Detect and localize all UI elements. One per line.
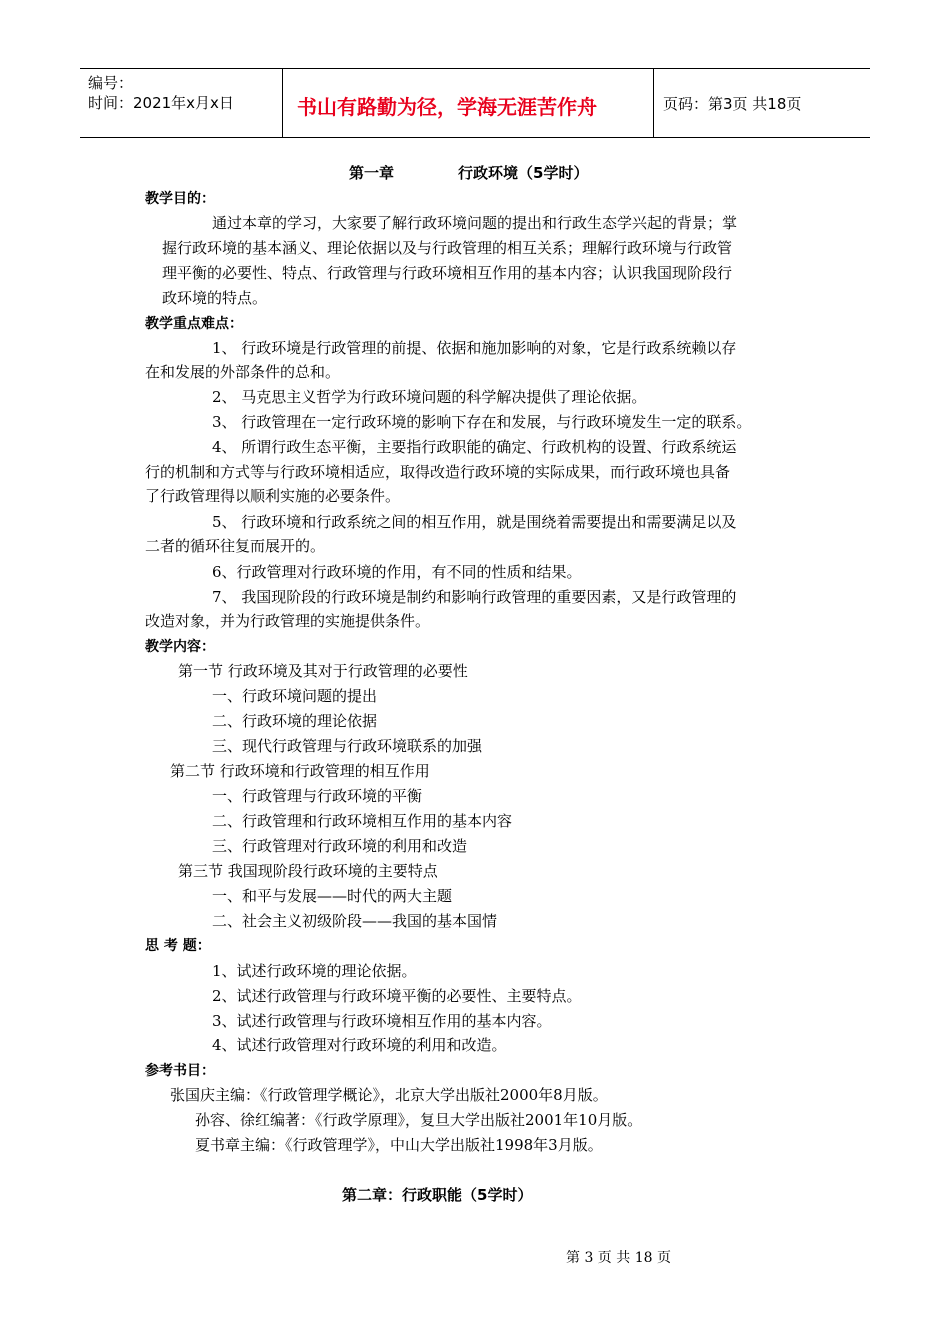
key-point-line: 在和发展的外部条件的总和。 — [145, 363, 341, 381]
question-line: 2、试述行政管理与行政环境平衡的必要性、主要特点。 — [212, 987, 582, 1005]
key-point-line: 5、 行政环境和行政系统之间的相互作用，就是围绕着需要提出和需要满足以及 — [212, 513, 737, 531]
objectives-line: 政环境的特点。 — [162, 289, 268, 307]
header-time-label: 时间：2021年x月x日 — [88, 94, 234, 112]
content-line: 第二节 行政环境和行政管理的相互作用 — [170, 762, 430, 780]
key-point-line: 6、行政管理对行政环境的作用，有不同的性质和结果。 — [212, 563, 582, 581]
content-line: 二、行政环境的理论依据 — [212, 712, 378, 730]
content-line: 二、社会主义初级阶段——我国的基本国情 — [212, 912, 498, 930]
key-point-line: 二者的循环往复而展开的。 — [145, 537, 326, 555]
key-point-line: 改造对象，并为行政管理的实施提供条件。 — [145, 612, 431, 630]
key-point-line: 3、 行政管理在一定行政环境的影响下存在和发展，与行政环境发生一定的联系。 — [212, 413, 752, 431]
header-divider — [282, 69, 283, 137]
content-line: 一、和平与发展——时代的两大主题 — [212, 887, 453, 905]
reference-line: 孙容、徐红编著：《行政学原理》，复旦大学出版社2001年10月版。 — [195, 1111, 643, 1129]
section-heading-references: 参考书目： — [145, 1063, 215, 1079]
key-point-line: 了行政管理得以顺利实施的必要条件。 — [145, 487, 401, 505]
reference-line: 张国庆主编：《行政管理学概论》，北京大学出版社2000年8月版。 — [170, 1086, 608, 1104]
question-line: 4、试述行政管理对行政环境的利用和改造。 — [212, 1036, 507, 1054]
key-point-line: 行的机制和方式等与行政环境相适应，取得改造行政环境的实际成果，而行政环境也具备 — [145, 463, 731, 481]
content-line: 第一节 行政环境及其对于行政管理的必要性 — [178, 662, 468, 680]
key-point-line: 1、 行政环境是行政管理的前提、依据和施加影响的对象，它是行政系统赖以存 — [212, 339, 737, 357]
page-footer: 第 3 页 共 18 页 — [566, 1250, 671, 1266]
section-heading-questions: 思 考 题： — [145, 938, 211, 954]
key-point-line: 2、 马克思主义哲学为行政环境问题的科学解决提供了理论依据。 — [212, 388, 647, 406]
objectives-line: 通过本章的学习，大家要了解行政环境问题的提出和行政生态学兴起的背景；掌 — [212, 214, 738, 232]
question-line: 3、试述行政管理与行政环境相互作用的基本内容。 — [212, 1012, 552, 1030]
content-line: 一、行政管理与行政环境的平衡 — [212, 787, 423, 805]
content-line: 三、行政管理对行政环境的利用和改造 — [212, 837, 468, 855]
chapter-title-number: 第一章 — [349, 164, 395, 182]
header-motto: 书山有路勤为径，学海无涯苦作舟 — [297, 95, 597, 119]
section-heading-objectives: 教学目的： — [145, 191, 215, 207]
content-line: 第三节 我国现阶段行政环境的主要特点 — [178, 862, 438, 880]
objectives-line: 理平衡的必要性、特点、行政管理与行政环境相互作用的基本内容；认识我国现阶段行 — [162, 264, 733, 282]
section-heading-key-points: 教学重点难点： — [145, 316, 243, 332]
question-line: 1、试述行政环境的理论依据。 — [212, 962, 417, 980]
objectives-line: 握行政环境的基本涵义、理论依据以及与行政管理的相互关系；理解行政环境与行政管 — [162, 239, 733, 257]
content-line: 二、行政管理和行政环境相互作用的基本内容 — [212, 812, 513, 830]
chapter-title-text: 行政环境（5学时） — [458, 164, 589, 182]
section-heading-content: 教学内容： — [145, 639, 215, 655]
header-page-label: 页码：第3页 共18页 — [663, 95, 802, 113]
key-point-line: 7、 我国现阶段的行政环境是制约和影响行政管理的重要因素，又是行政管理的 — [212, 588, 737, 606]
page-header — [80, 68, 870, 138]
reference-line: 夏书章主编：《行政管理学》，中山大学出版社1998年3月版。 — [195, 1136, 603, 1154]
key-point-line: 4、 所谓行政生态平衡，主要指行政职能的确定、行政机构的设置、行政系统运 — [212, 438, 737, 456]
content-line: 三、现代行政管理与行政环境联系的加强 — [212, 737, 483, 755]
chapter-title: 第二章：行政职能（5学时） — [342, 1186, 533, 1204]
header-divider — [653, 69, 654, 137]
content-line: 一、行政环境问题的提出 — [212, 687, 378, 705]
header-number-label: 编号： — [88, 74, 134, 92]
